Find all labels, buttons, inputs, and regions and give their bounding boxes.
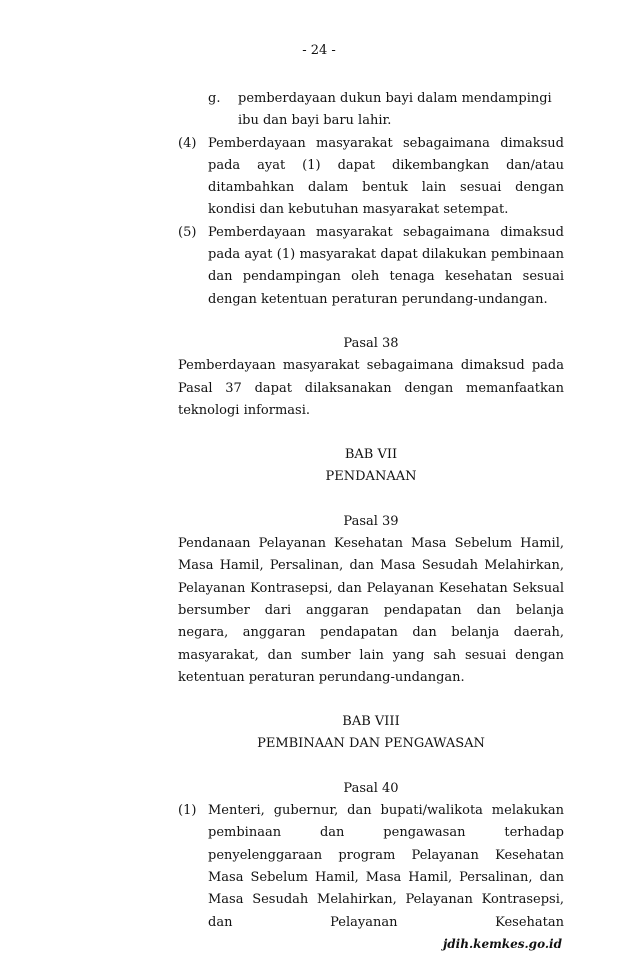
item-marker: (4): [178, 135, 197, 151]
list-text: pemberdayaan dukun bayi dalam mendampingi ibu dan bayi baru lahir.: [238, 91, 552, 129]
pasal38-heading: Pasal 38: [343, 335, 399, 351]
item-text: Pemberdayaan masyarakat sebagaimana dimaksud pada ayat (1) dapat dikembangkan dan/atau ditambahkan dalam bentuk lain sesuai dengan kondisi dan kebutuhan masyarakat setempat.: [208, 135, 564, 218]
pasal37-item-5: [178, 222, 564, 311]
list-marker: g.: [208, 91, 221, 106]
item-marker: (1): [178, 803, 197, 819]
pasal40-item-1: [178, 800, 564, 934]
pasal38-text: Pemberdayaan masyarakat sebagaimana dimaksud pada Pasal 37 dapat dilaksanakan dengan memanfaatkan teknologi informasi.: [178, 358, 564, 418]
footer-source-link[interactable]: jdih.kemkes.go.id: [442, 937, 562, 951]
pasal39-text: Pendanaan Pelayanan Kesehatan Masa Sebelum Hamil, Masa Hamil, Persalinan, dan Masa Sesudah Melahirkan, Pelayanan Kontrasepsi, dan Pelayanan Kesehatan Seksual bersumber dari anggaran pendapatan dan belanja negara, anggaran pendapatan dan belanja daerah, masyarakat, dan sumber lain yang sah sesuai dengan ketentuan peraturan perundang-undangan.: [178, 536, 564, 685]
list-item-g: [208, 88, 564, 133]
bab8-title: PEMBINAAN DAN PENGAWASAN: [257, 736, 485, 752]
item-text: Menteri, gubernur, dan bupati/walikota melakukan pembinaan dan pengawasan terhadap penyelenggaraan program Pelayanan Kesehatan Masa Sebelum Hamil, Masa Hamil, Persalinan, dan Masa Sesudah Melahirkan, Pelayanan Kontrasepsi, dan Pelayanan Kesehatan: [208, 803, 564, 930]
document-body: [178, 88, 564, 934]
item-marker: (5): [178, 224, 197, 240]
bab7-title: PENDANAAN: [325, 469, 417, 485]
pasal39-heading: Pasal 39: [343, 513, 399, 529]
item-text: Pemberdayaan masyarakat sebagaimana dimaksud pada ayat (1) masyarakat dapat dilakukan pembinaan dan pendampingan oleh tenaga kesehatan sesuai dengan ketentuan peraturan perundang-undangan.: [208, 224, 564, 307]
pasal40-heading: Pasal 40: [343, 780, 399, 796]
bab7-heading: BAB VII: [344, 447, 398, 463]
page-number: - 24 -: [302, 43, 336, 58]
pasal37-item-4: [178, 133, 564, 222]
bab8-heading: BAB VIII: [342, 714, 400, 730]
